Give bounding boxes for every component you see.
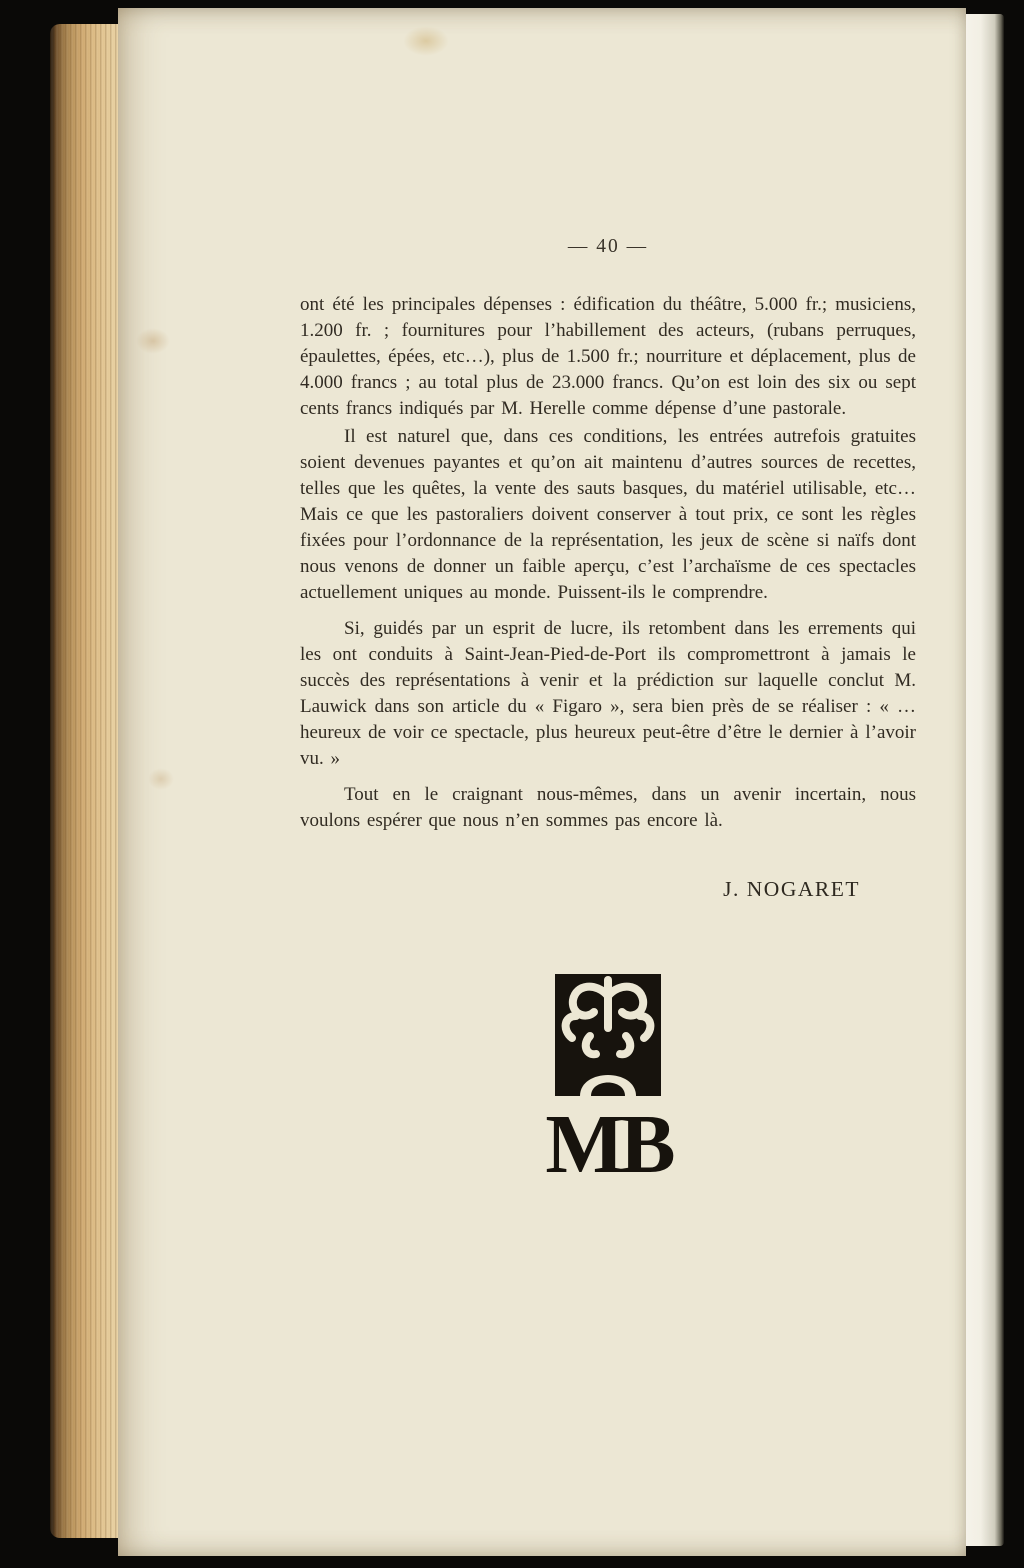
paragraph: Tout en le craignant nous-mêmes, dans un avenir incertain, nous voulons espérer que nous n’en sommes pas encore là. <box>300 784 916 831</box>
body-text <box>300 292 916 834</box>
printer-mark-ornament-icon <box>538 974 678 1176</box>
paper-stain <box>136 328 170 354</box>
page-content <box>300 234 916 1184</box>
printer-mark <box>300 974 916 1184</box>
author-signature: J. NOGARET <box>723 877 860 901</box>
paragraph: Si, guidés par un esprit de lucre, ils retombent dans les errements qui les ont conduits à Saint-Jean-Pied-de-Port ils compromettront à jamais le succès des représentations à venir et la prédiction sur laquelle conclut M. Lauwick dans son article du « Figaro », sera bien près de se réaliser : « … heureux de voir ce spectacle, plus heureux peut-être d’être le dernier à l’avoir vu. » <box>300 618 916 769</box>
paragraph: ont été les principales dépenses : édification du théâtre, 5.000 fr.; musiciens, 1.200 fr. ; fournitures pour l’habillement des acteurs, (rubans perruques, épaulettes, épées, etc…), plus de 1.500 fr.; nourriture et déplacement, plus de 4.000 francs ; au total plus de 23.000 francs. Qu’on est loin des six ou sept cents francs indiqués par M. Herelle comme dépense d’une pastorale. <box>300 294 916 419</box>
paper-stain <box>403 26 449 56</box>
paragraph: Il est naturel que, dans ces conditions, les entrées autrefois gratuites soient devenues payantes et qu’on ait maintenu d’autres sources de recettes, telles que les quêtes, la vente des sauts basques, du matériel utilisable, etc… Mais ce que les pastoraliers doivent conserver à tout prix, ce sont les règles fixées pour l’ordonnance de la représentation, les jeux de scène si naïfs dont nous venons de donner un faible aperçu, c’est l’archaïsme de ces spectacles actuellement uniques au monde. Puissent-ils le comprendre. <box>300 426 916 603</box>
printer-mark-letters: MB <box>545 1098 671 1176</box>
paper-stain <box>148 768 174 790</box>
book-page <box>118 8 966 1556</box>
page-number: — 40 — <box>567 236 649 257</box>
